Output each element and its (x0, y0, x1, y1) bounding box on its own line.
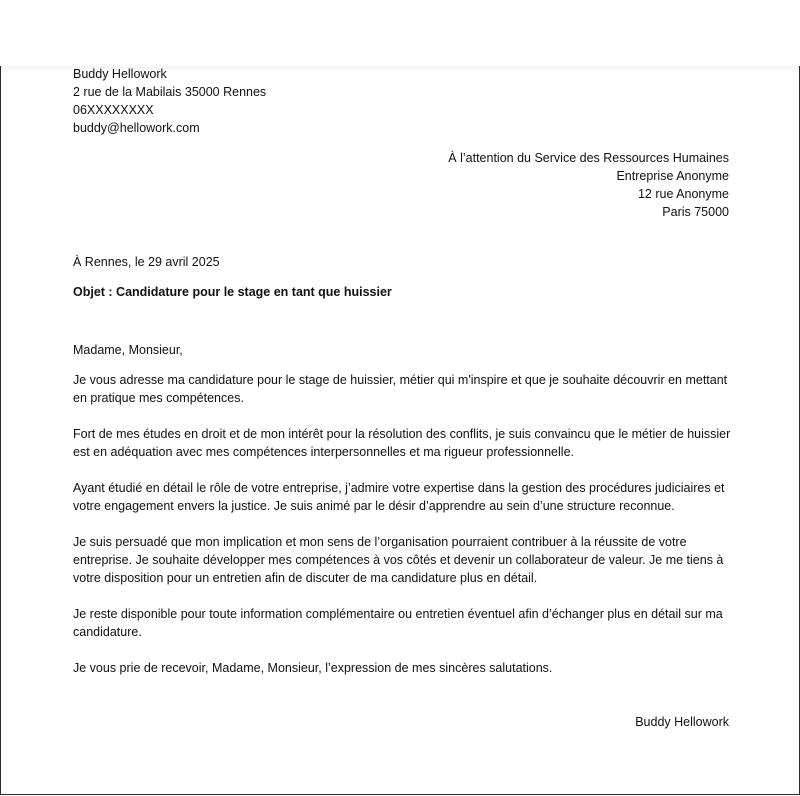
sender-block (73, 65, 473, 137)
sender-name: Buddy Hellowork (73, 67, 167, 81)
recipient-street: 12 rue Anonyme (637, 187, 729, 201)
recipient-company: Entreprise Anonyme (616, 169, 729, 183)
recipient-city: Paris 75000 (662, 205, 729, 219)
letter-body (73, 371, 733, 659)
body-paragraph: Fort de mes études en droit et de mon intérêt pour la résolution des conflits, je suis convaincu que le métier de huissier est en adéquation avec mes compétences interpersonnelles et ma rigueur professionnelle. (73, 427, 731, 459)
letter-subject: Objet : Candidature pour le stage en tant que huissier (73, 285, 392, 299)
body-paragraph: Je reste disponible pour toute information complémentaire ou entretien éventuel afin d’échanger plus en détail sur ma candidature. (73, 607, 723, 639)
letter-closing: Je vous prie de recevoir, Madame, Monsieur, l’expression de mes sincères salutations. (73, 661, 553, 675)
recipient-block (329, 149, 729, 221)
letter-signature: Buddy Hellowork (635, 715, 729, 729)
body-paragraph: Je suis persuadé que mon implication et mon sens de l’organisation pourraient contribuer à la réussite de votre entreprise. Je souhaite développer mes compétences à vos côtés et devenir un collaborateur de valeur. Je me tiens à votre disposition pour un entretien afin de discuter de ma candidature plus en détail. (73, 535, 724, 585)
recipient-attention: À l’attention du Service des Ressources Humaines (448, 151, 729, 165)
letter-date: À Rennes, le 29 avril 2025 (73, 255, 220, 269)
sender-address: 2 rue de la Mabilais 35000 Rennes (73, 85, 267, 99)
body-paragraph: Je vous adresse ma candidature pour le stage de huissier, métier qui m'inspire et que je souhaite découvrir en mettant en pratique mes compétences. (73, 373, 728, 405)
letter-page (0, 66, 800, 795)
body-paragraph: Ayant étudié en détail le rôle de votre entreprise, j’admire votre expertise dans la gestion des procédures judiciaires et votre engagement envers la justice. Je suis animé par le désir d’apprendre au sein d’une structure reconnue. (73, 481, 725, 513)
top-bar (0, 0, 800, 66)
letter-greeting: Madame, Monsieur, (73, 343, 183, 357)
sender-phone: 06XXXXXXXX (73, 103, 154, 117)
sender-email: buddy@hellowork.com (73, 121, 200, 135)
